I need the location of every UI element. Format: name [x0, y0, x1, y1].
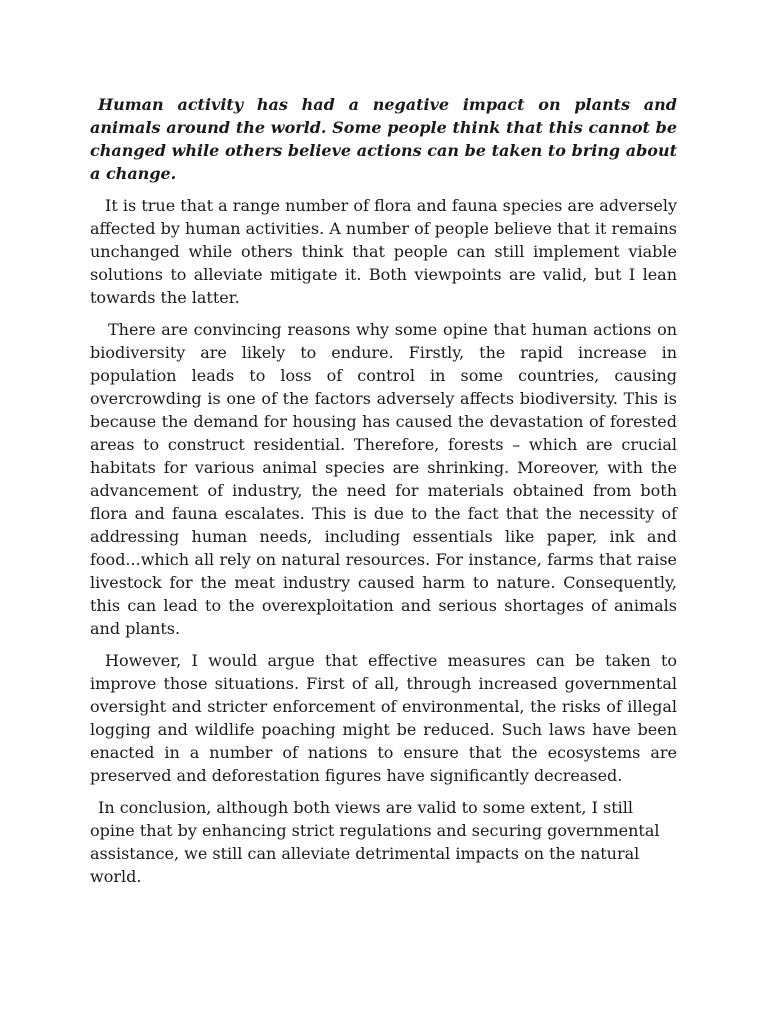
- essay-page: [90, 93, 677, 897]
- introduction-paragraph: It is true that a range number of flora and fauna species are adversely affected by human activities. A number of people believe that it remains unchanged while others think that people can still implement viable solutions to alleviate mitigate it. Both viewpoints are valid, but I lean towards the latter.: [90, 196, 677, 307]
- essay-prompt: Human activity has had a negative impact on plants and animals around the world. Some people think that this cannot be changed while others believe actions can be taken to bring about a change.: [90, 95, 677, 183]
- body-paragraph-1: There are convincing reasons why some opine that human actions on biodiversity are likely to endure. Firstly, the rapid increase in population leads to loss of control in some countries, causing overcrowding is one of the factors adversely affects biodiversity. This is because the demand for housing has caused the devastation of forested areas to construct residential. Therefore, forests – which are crucial habitats for various animal species are shrinking. Moreover, with the advancement of industry, the need for materials obtained from both flora and fauna escalates. This is due to the fact that the necessity of addressing human needs, including essentials like paper, ink and food...which all rely on natural resources. For instance, farms that raise livestock for the meat industry caused harm to nature. Consequently, this can lead to the overexploitation and serious shortages of animals and plants.: [90, 320, 677, 638]
- body-paragraph-2: However, I would argue that effective measures can be taken to improve those situations. First of all, through increased governmental oversight and stricter enforcement of environmental, the risks of illegal logging and wildlife poaching might be reduced. Such laws have been enacted in a number of nations to ensure that the ecosystems are preserved and deforestation figures have significantly decreased.: [90, 651, 677, 785]
- conclusion-paragraph: In conclusion, although both views are valid to some extent, I still opine that by enhancing strict regulations and securing governmental assistance, we still can alleviate detrimental impacts on the natural world.: [90, 798, 660, 886]
